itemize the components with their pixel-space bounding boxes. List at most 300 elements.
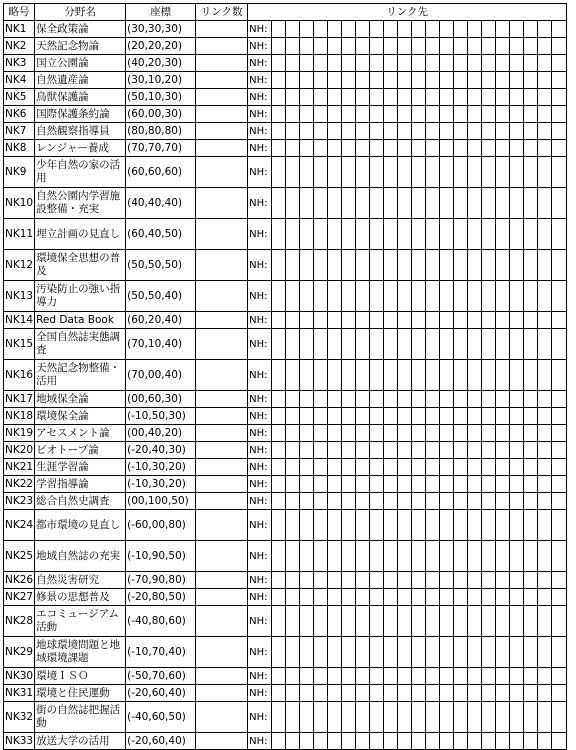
link-cell (440, 250, 454, 281)
link-cell (300, 329, 314, 360)
row-link-prefix: NH: (248, 606, 272, 637)
link-cell (538, 89, 552, 106)
row-link-count (196, 510, 248, 541)
link-cell (552, 219, 567, 250)
table-row (4, 140, 567, 157)
link-cell (286, 476, 300, 493)
link-cell (538, 510, 552, 541)
link-cell (356, 72, 370, 89)
link-cell (468, 510, 482, 541)
link-cell (552, 606, 567, 637)
link-cell (272, 89, 286, 106)
link-cell (356, 312, 370, 329)
link-cell (468, 250, 482, 281)
link-cell (538, 425, 552, 442)
link-cell (496, 493, 510, 510)
link-cell (356, 140, 370, 157)
link-cell (524, 459, 538, 476)
link-cell (510, 106, 524, 123)
link-cell (538, 442, 552, 459)
link-cell (384, 733, 398, 750)
link-cell (496, 312, 510, 329)
link-cell (468, 476, 482, 493)
link-cell (272, 442, 286, 459)
link-cell (314, 250, 328, 281)
link-cell (426, 55, 440, 72)
link-cell (454, 38, 468, 55)
row-code: NK30 (4, 668, 35, 685)
link-cell (538, 459, 552, 476)
link-cell (538, 637, 552, 668)
row-coordinate: (00,60,30) (126, 391, 196, 408)
link-table (3, 3, 567, 750)
link-cell (356, 425, 370, 442)
link-cell (510, 442, 524, 459)
link-cell (342, 442, 356, 459)
link-cell (552, 281, 567, 312)
link-cell (412, 312, 426, 329)
link-cell (272, 685, 286, 702)
row-link-count (196, 281, 248, 312)
link-cell (328, 572, 342, 589)
link-cell (370, 106, 384, 123)
link-cell (300, 188, 314, 219)
link-cell (482, 425, 496, 442)
link-cell (328, 493, 342, 510)
link-cell (496, 510, 510, 541)
link-cell (412, 106, 426, 123)
link-cell (496, 702, 510, 733)
link-cell (552, 188, 567, 219)
link-cell (370, 442, 384, 459)
link-cell (384, 685, 398, 702)
link-cell (468, 425, 482, 442)
link-cell (454, 72, 468, 89)
link-cell (370, 476, 384, 493)
link-cell (286, 702, 300, 733)
link-cell (510, 281, 524, 312)
link-cell (286, 55, 300, 72)
link-cell (552, 637, 567, 668)
link-cell (356, 637, 370, 668)
link-cell (328, 637, 342, 668)
link-cell (370, 281, 384, 312)
link-cell (342, 510, 356, 541)
link-cell (328, 38, 342, 55)
link-cell (482, 637, 496, 668)
link-cell (538, 360, 552, 391)
link-cell (440, 589, 454, 606)
table-row (4, 408, 567, 425)
row-field-name: 環境と住民運動 (35, 685, 126, 702)
table-row (4, 685, 567, 702)
link-cell (356, 541, 370, 572)
row-coordinate: (60,20,40) (126, 312, 196, 329)
link-cell (314, 668, 328, 685)
link-cell (398, 219, 412, 250)
link-cell (328, 140, 342, 157)
row-field-name: ビオトープ論 (35, 442, 126, 459)
link-cell (328, 442, 342, 459)
row-link-count (196, 123, 248, 140)
link-cell (552, 55, 567, 72)
link-cell (412, 637, 426, 668)
link-cell (314, 589, 328, 606)
link-cell (552, 589, 567, 606)
row-link-prefix: NH: (248, 72, 272, 89)
row-code: NK25 (4, 541, 35, 572)
link-cell (412, 572, 426, 589)
link-cell (496, 281, 510, 312)
link-cell (384, 219, 398, 250)
link-cell (412, 459, 426, 476)
link-cell (398, 391, 412, 408)
link-cell (524, 425, 538, 442)
link-cell (356, 250, 370, 281)
link-cell (482, 702, 496, 733)
link-cell (314, 459, 328, 476)
link-cell (328, 21, 342, 38)
table-row (4, 442, 567, 459)
row-code: NK19 (4, 425, 35, 442)
link-cell (496, 38, 510, 55)
link-cell (510, 123, 524, 140)
link-cell (286, 312, 300, 329)
row-link-prefix: NH: (248, 329, 272, 360)
link-cell (356, 21, 370, 38)
row-coordinate: (-10,30,20) (126, 476, 196, 493)
link-cell (356, 123, 370, 140)
row-link-count (196, 188, 248, 219)
link-cell (496, 637, 510, 668)
link-cell (286, 219, 300, 250)
link-cell (384, 140, 398, 157)
link-cell (328, 123, 342, 140)
row-link-prefix: NH: (248, 140, 272, 157)
link-cell (482, 733, 496, 750)
link-cell (342, 493, 356, 510)
link-cell (510, 188, 524, 219)
row-field-name: エコミュージアム活動 (35, 606, 126, 637)
link-cell (370, 541, 384, 572)
link-cell (510, 157, 524, 188)
link-cell (482, 606, 496, 637)
link-cell (384, 668, 398, 685)
link-cell (412, 606, 426, 637)
link-cell (370, 329, 384, 360)
link-cell (342, 106, 356, 123)
link-cell (272, 637, 286, 668)
row-code: NK13 (4, 281, 35, 312)
link-cell (384, 38, 398, 55)
link-cell (496, 55, 510, 72)
link-cell (538, 72, 552, 89)
link-cell (468, 38, 482, 55)
link-cell (412, 360, 426, 391)
link-cell (370, 425, 384, 442)
link-cell (496, 188, 510, 219)
link-cell (384, 281, 398, 312)
link-cell (272, 312, 286, 329)
link-cell (440, 442, 454, 459)
link-cell (552, 510, 567, 541)
row-coordinate: (40,40,40) (126, 188, 196, 219)
link-cell (342, 391, 356, 408)
link-cell (552, 442, 567, 459)
link-cell (468, 685, 482, 702)
row-field-name: 街の自然誌把握活動 (35, 702, 126, 733)
row-link-prefix: NH: (248, 541, 272, 572)
row-link-count (196, 702, 248, 733)
link-cell (300, 106, 314, 123)
link-cell (538, 55, 552, 72)
link-cell (524, 493, 538, 510)
row-link-prefix: NH: (248, 250, 272, 281)
row-coordinate: (-10,90,50) (126, 541, 196, 572)
link-cell (468, 572, 482, 589)
link-cell (552, 408, 567, 425)
link-cell (426, 408, 440, 425)
row-coordinate: (50,50,40) (126, 281, 196, 312)
link-cell (440, 425, 454, 442)
table-row (4, 459, 567, 476)
link-cell (496, 157, 510, 188)
table-row (4, 541, 567, 572)
link-cell (426, 329, 440, 360)
row-coordinate: (20,20,20) (126, 38, 196, 55)
link-cell (370, 606, 384, 637)
row-coordinate: (70,10,40) (126, 329, 196, 360)
link-cell (524, 572, 538, 589)
link-cell (384, 55, 398, 72)
link-cell (398, 442, 412, 459)
row-field-name: 地球環境問題と地域環境課題 (35, 637, 126, 668)
link-cell (300, 360, 314, 391)
link-cell (426, 589, 440, 606)
link-cell (538, 157, 552, 188)
table-row (4, 606, 567, 637)
link-cell (272, 391, 286, 408)
row-code: NK9 (4, 157, 35, 188)
header-link-count: リンク数 (196, 4, 248, 21)
link-cell (272, 541, 286, 572)
link-cell (412, 685, 426, 702)
link-cell (272, 572, 286, 589)
link-cell (454, 476, 468, 493)
row-coordinate: (-70,90,80) (126, 572, 196, 589)
link-cell (328, 312, 342, 329)
link-cell (454, 312, 468, 329)
link-cell (384, 250, 398, 281)
table-row (4, 493, 567, 510)
link-cell (538, 140, 552, 157)
link-cell (342, 572, 356, 589)
link-cell (356, 281, 370, 312)
link-cell (468, 329, 482, 360)
link-cell (272, 702, 286, 733)
link-cell (426, 459, 440, 476)
link-cell (398, 89, 412, 106)
link-cell (468, 123, 482, 140)
link-cell (496, 541, 510, 572)
link-cell (370, 312, 384, 329)
link-cell (300, 572, 314, 589)
link-cell (370, 668, 384, 685)
link-cell (412, 425, 426, 442)
row-link-count (196, 476, 248, 493)
link-cell (454, 281, 468, 312)
link-cell (426, 312, 440, 329)
link-cell (454, 219, 468, 250)
row-link-count (196, 312, 248, 329)
link-cell (370, 685, 384, 702)
table-row (4, 391, 567, 408)
link-cell (370, 89, 384, 106)
link-cell (398, 510, 412, 541)
link-cell (482, 21, 496, 38)
link-cell (398, 329, 412, 360)
row-code: NK27 (4, 589, 35, 606)
link-cell (314, 442, 328, 459)
link-cell (524, 72, 538, 89)
link-cell (272, 219, 286, 250)
link-cell (510, 219, 524, 250)
link-cell (342, 72, 356, 89)
link-cell (356, 589, 370, 606)
row-field-name: 地域自然誌の充実 (35, 541, 126, 572)
link-cell (398, 250, 412, 281)
link-cell (482, 442, 496, 459)
link-cell (454, 157, 468, 188)
link-cell (510, 425, 524, 442)
link-cell (398, 493, 412, 510)
link-cell (272, 250, 286, 281)
link-cell (300, 493, 314, 510)
link-cell (468, 442, 482, 459)
link-cell (300, 442, 314, 459)
link-cell (510, 140, 524, 157)
link-cell (342, 188, 356, 219)
link-cell (468, 21, 482, 38)
link-cell (272, 360, 286, 391)
table-row (4, 589, 567, 606)
link-cell (314, 493, 328, 510)
link-cell (356, 459, 370, 476)
link-cell (482, 140, 496, 157)
link-cell (286, 637, 300, 668)
link-cell (356, 442, 370, 459)
row-code: NK33 (4, 733, 35, 750)
row-link-count (196, 72, 248, 89)
link-cell (356, 408, 370, 425)
link-cell (398, 702, 412, 733)
row-link-count (196, 637, 248, 668)
link-cell (510, 476, 524, 493)
link-cell (552, 140, 567, 157)
row-link-count (196, 219, 248, 250)
row-code: NK20 (4, 442, 35, 459)
row-code: NK15 (4, 329, 35, 360)
link-cell (510, 55, 524, 72)
link-cell (468, 106, 482, 123)
link-cell (454, 668, 468, 685)
row-link-count (196, 733, 248, 750)
link-cell (300, 685, 314, 702)
link-cell (272, 668, 286, 685)
link-cell (454, 493, 468, 510)
link-cell (356, 733, 370, 750)
row-link-prefix: NH: (248, 391, 272, 408)
link-cell (426, 360, 440, 391)
row-link-prefix: NH: (248, 733, 272, 750)
row-field-name: 天然記念物論 (35, 38, 126, 55)
link-cell (314, 89, 328, 106)
link-cell (454, 123, 468, 140)
link-cell (552, 541, 567, 572)
link-cell (384, 408, 398, 425)
link-cell (482, 685, 496, 702)
row-link-prefix: NH: (248, 55, 272, 72)
link-cell (496, 72, 510, 89)
link-cell (286, 541, 300, 572)
link-cell (538, 606, 552, 637)
link-cell (468, 637, 482, 668)
link-cell (370, 140, 384, 157)
link-cell (286, 329, 300, 360)
link-cell (524, 106, 538, 123)
link-cell (496, 219, 510, 250)
link-cell (510, 572, 524, 589)
link-cell (426, 188, 440, 219)
row-coordinate: (60,40,50) (126, 219, 196, 250)
row-link-count (196, 140, 248, 157)
table-row (4, 733, 567, 750)
link-cell (454, 106, 468, 123)
link-cell (510, 733, 524, 750)
link-cell (510, 408, 524, 425)
link-cell (272, 140, 286, 157)
row-field-name: 鳥獣保護論 (35, 89, 126, 106)
link-cell (272, 38, 286, 55)
link-cell (286, 442, 300, 459)
link-cell (300, 541, 314, 572)
link-cell (300, 425, 314, 442)
link-cell (510, 541, 524, 572)
row-coordinate: (00,100,50) (126, 493, 196, 510)
link-cell (314, 281, 328, 312)
link-cell (482, 510, 496, 541)
link-cell (426, 702, 440, 733)
link-cell (356, 476, 370, 493)
link-cell (412, 733, 426, 750)
link-cell (482, 668, 496, 685)
table-row (4, 425, 567, 442)
link-cell (468, 281, 482, 312)
link-cell (286, 733, 300, 750)
link-cell (272, 72, 286, 89)
link-cell (524, 442, 538, 459)
link-cell (468, 72, 482, 89)
link-cell (524, 89, 538, 106)
row-coordinate: (-10,30,20) (126, 459, 196, 476)
row-code: NK12 (4, 250, 35, 281)
link-cell (440, 140, 454, 157)
link-cell (552, 72, 567, 89)
link-cell (384, 123, 398, 140)
table-row (4, 21, 567, 38)
link-cell (342, 733, 356, 750)
link-cell (398, 733, 412, 750)
